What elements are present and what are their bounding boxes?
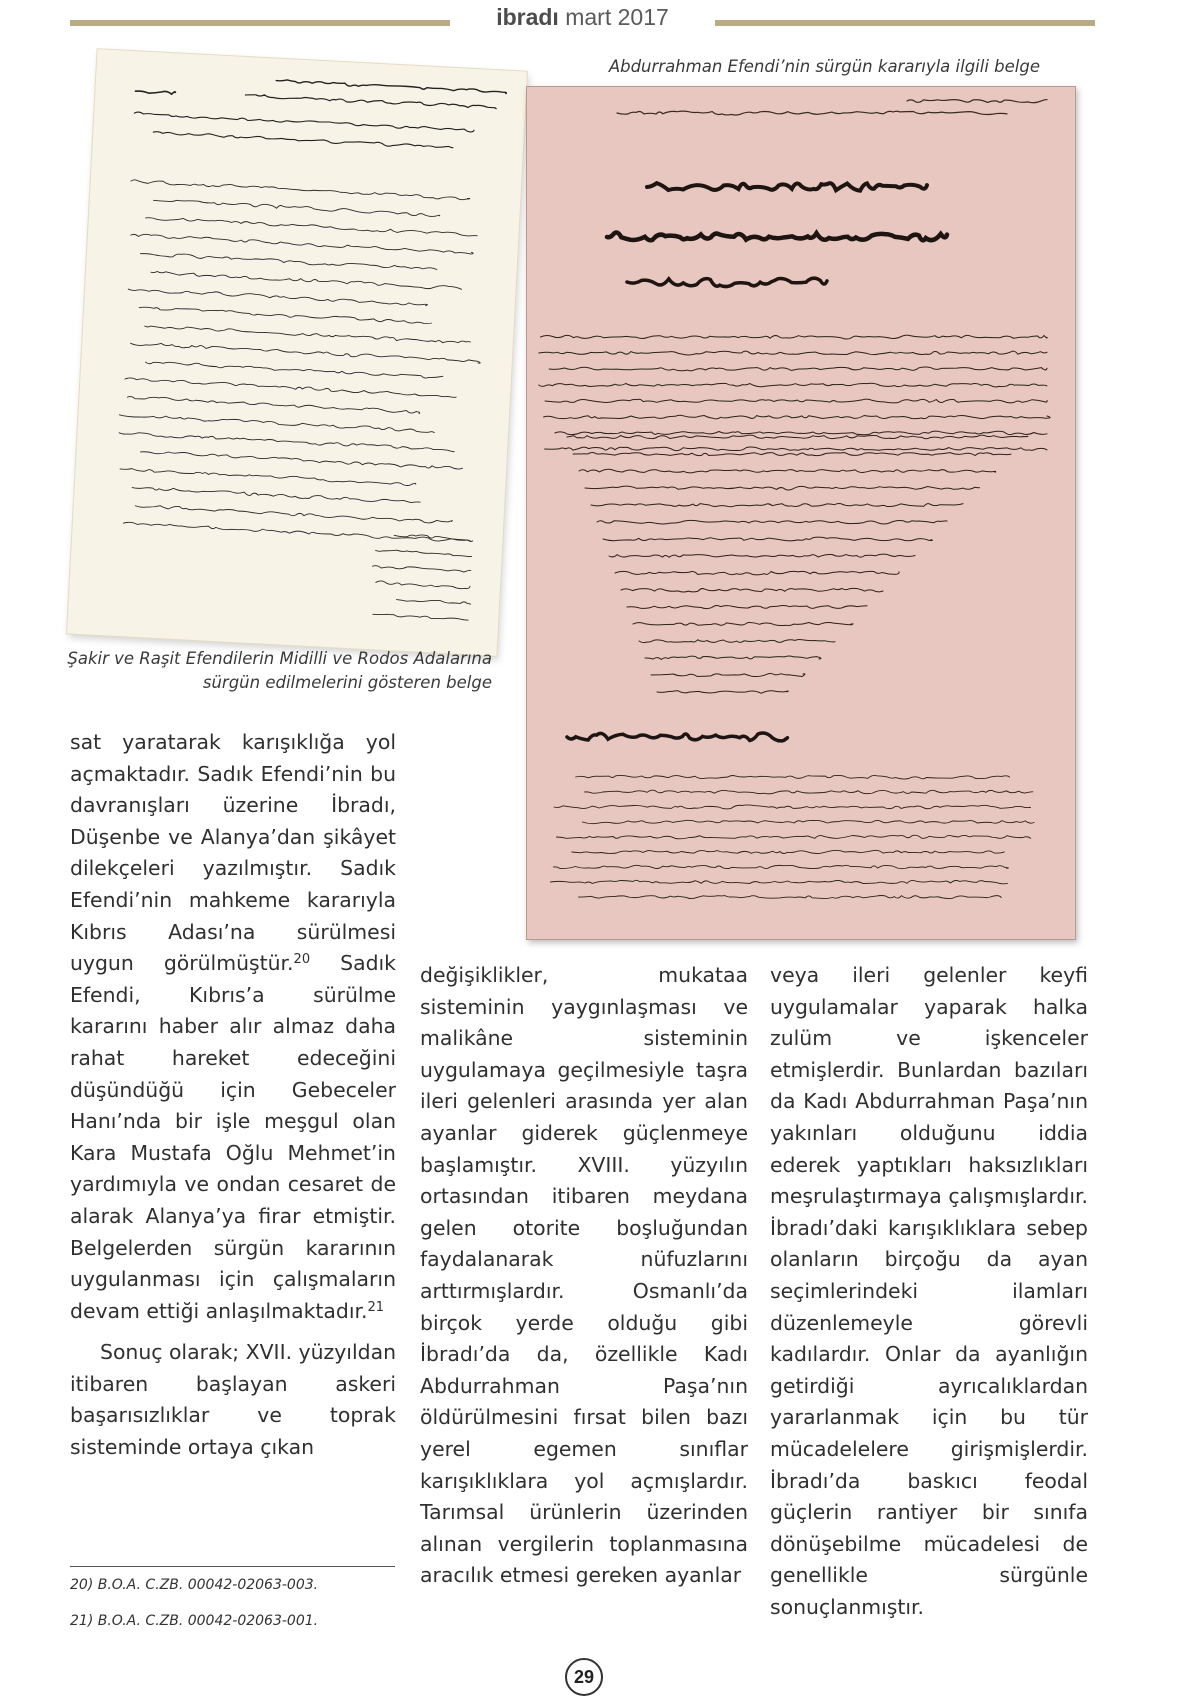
header-rule-left — [70, 20, 450, 26]
running-header — [455, 4, 710, 31]
magazine-name: ibradı — [496, 4, 559, 30]
paragraph: Sonuç olarak; XVII. yüzyıldan itibaren başlayan askeri başarısızlıklar ve toprak sisteminde ortaya çıkan — [70, 1340, 396, 1460]
article-column-2 — [420, 960, 748, 1592]
footnote-divider — [70, 1566, 395, 1567]
footnote-ref: 21 — [367, 1299, 385, 1315]
header-rule-right — [715, 20, 1095, 26]
archival-document-right-image — [526, 86, 1076, 940]
footnote: 20) B.O.A. C.ZB. 00042-02063-003. — [70, 1577, 319, 1593]
paragraph: veya ileri gelenler keyfi uygulamalar yaparak halka zulüm ve işkenceler etmişlerdir. Bunlardan bazıları da Kadı Abdurrahman Paşa’nın yakınları olduğunu iddia ederek yaptıkları haksızlıkları meşrulaştırmaya çalışmışlardır. İbradı’daki karışıklıklara sebep olanların birçoğu da ayan seçimlerindeki ilamları düzenlemeyle görevli kadılardır. Onlar da ayanlığın getirdiği ayrıcalıklardan yararlanmak için bu tür mücadelelere girişmişlerdir. İbradı’da baskıcı feodal güçlerin rantiyer bir sınıfa dönüşebilme mücadelesi de genellikle sürgünle sonuçlanmıştır. — [770, 963, 1088, 1619]
article-column-3 — [770, 960, 1088, 1623]
handwriting-scan-left — [67, 49, 527, 656]
handwriting-scan-right — [527, 87, 1075, 939]
footnote: 21) B.O.A. C.ZB. 00042-02063-001. — [70, 1613, 319, 1629]
issue-date: mart 2017 — [565, 4, 669, 30]
paragraph: değişiklikler, mukataa sisteminin yaygınlaşması ve malikâne sisteminin uygulamaya geçilmesiyle taşra ileri gelenleri arasında yer alan ayanlar giderek güçlenmeye başlamıştır. XVIII. yüzyılın ortasından itibaren meydana gelen otorite boşluğundan faydalanarak nüfuzlarını arttırmışlardır. Osmanlı’da birçok yerde olduğu gibi İbradı’da da, özellikle Kadı Abdurrahman Paşa’nın öldürülmesini fırsat bilen bazı yerel egemen sınıflar karışıklıklara yol açmışlardır. Tarımsal ürünlerin üzerinden alınan vergilerin toplanmasına aracılık etmesi gereken ayanlar — [420, 963, 748, 1588]
caption-left-document: Şakir ve Raşit Efendilerin Midilli ve Rodos Adalarına sürgün edilmelerini gösteren belge — [67, 649, 492, 692]
archival-document-left-image — [67, 49, 527, 656]
article-column-1 — [70, 727, 396, 1464]
footnote-ref: 20 — [293, 952, 311, 968]
paragraph: sat yaratarak karışıklığa yol açmaktadır. Sadık Efendi’nin bu davranışları üzerine İbradı, Düşenbe ve Alanya’dan şikâyet dilekçeleri yazılmıştır. Sadık Efendi’nin mahkeme kararıyla Kıbrıs Adası’na sürülmesi uygun görülmüştür.$^{20}$ Sadık Efendi, Kıbrıs’a sürülme kararını haber alır almaz daha rahat hareket edeceğini düşündüğü için Gebeceler Hanı’nda bir işle meşgul olan Kara Mustafa Oğlu Mehmet’in yardımıyla ve ondan cesaret de alarak Alanya’ya firar etmiştir. Belgelerden sürgün kararının uygulanması için çalışmaların devam ettiği anlaşılmaktadır.$^{21}$ — [70, 730, 396, 1323]
page-number: 29 — [565, 1658, 603, 1696]
caption-right-document: Abdurrahman Efendi’nin sürgün kararıyla ilgili belge — [608, 57, 1040, 76]
